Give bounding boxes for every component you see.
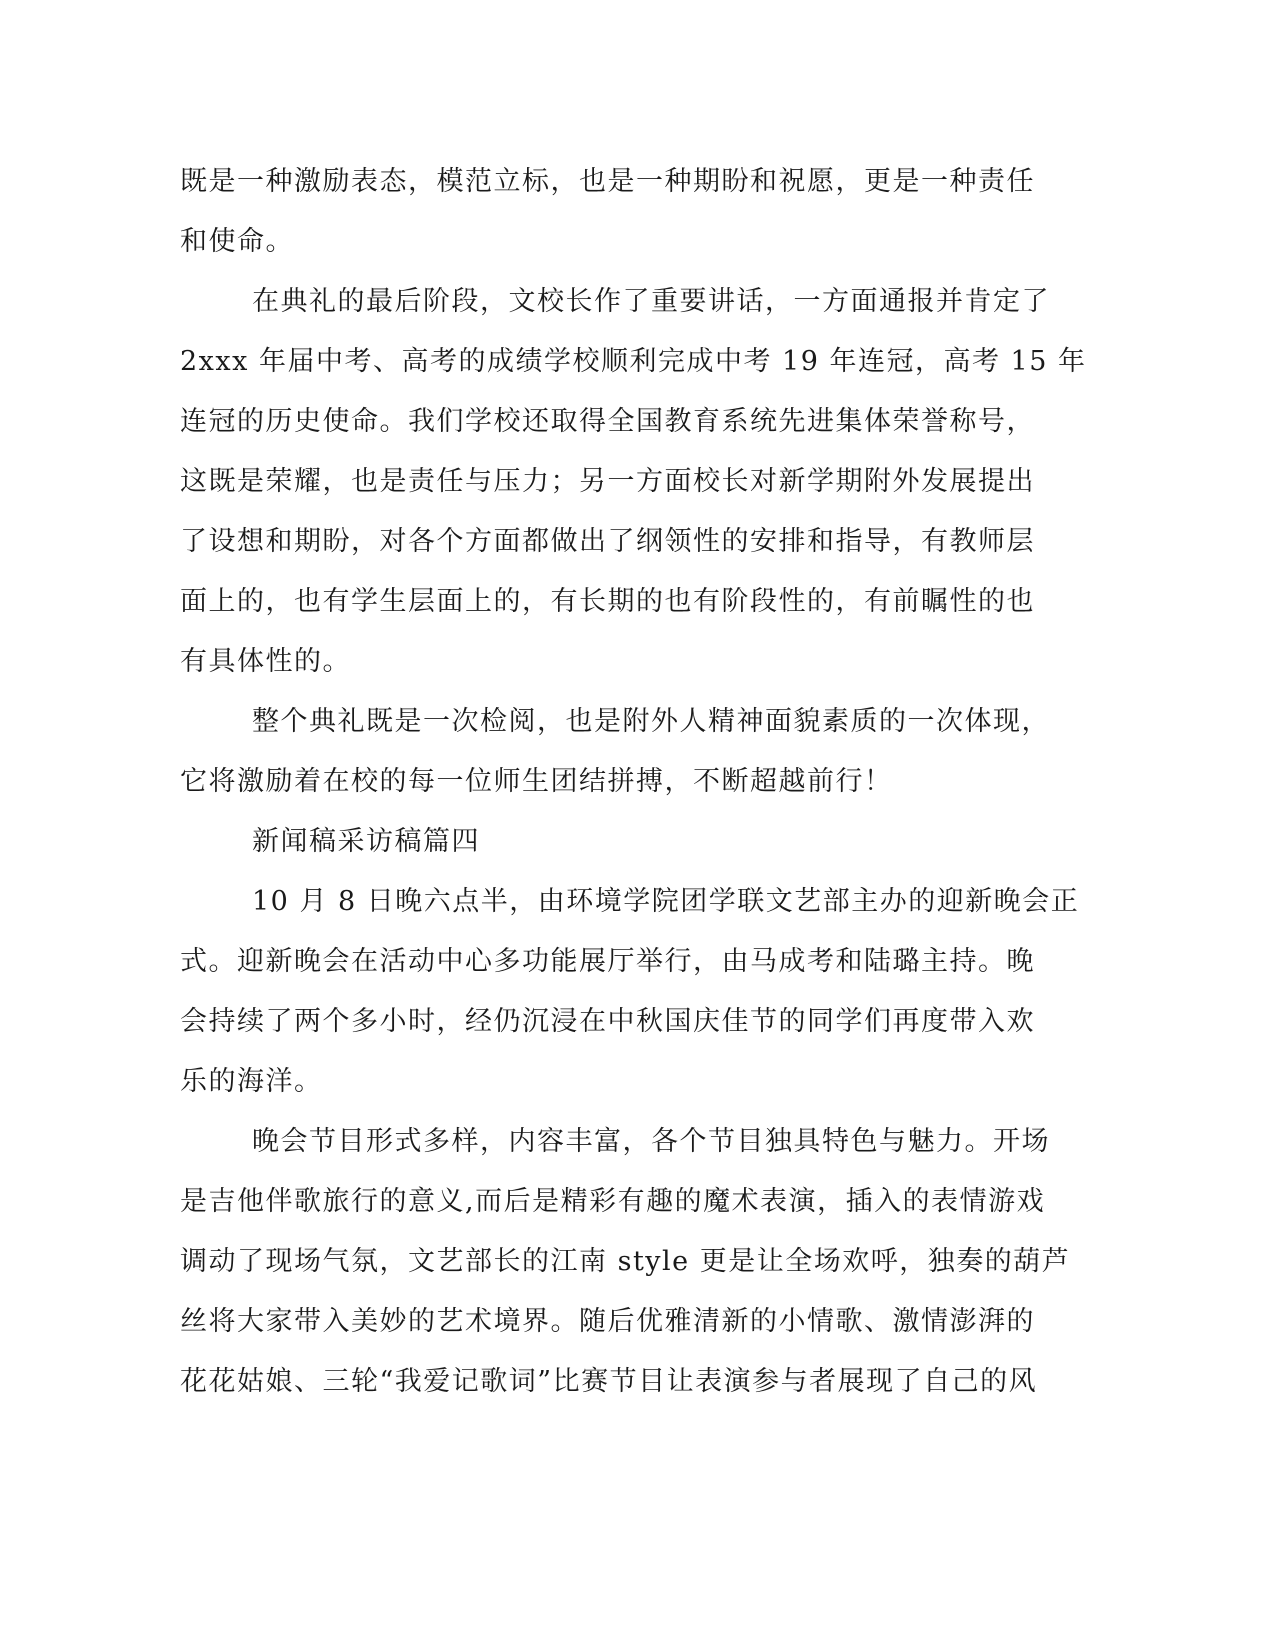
text-line: 调动了现场气氛，文艺部长的江南 style 更是让全场欢呼，独奏的葫芦 bbox=[180, 1246, 1071, 1277]
text-line: 和使命。 bbox=[180, 226, 294, 257]
paragraph-start-line: 10 月 8 日晚六点半，由环境学院团学联文艺部主办的迎新晚会正 bbox=[252, 886, 1080, 917]
text-line: 是吉他伴歌旅行的意义,而后是精彩有趣的魔术表演，插入的表情游戏 bbox=[180, 1186, 1046, 1217]
section-heading: 新闻稿采访稿篇四 bbox=[252, 826, 480, 857]
paragraph-start-line: 晚会节目形式多样，内容丰富，各个节目独具特色与魅力。开场 bbox=[252, 1126, 1050, 1157]
text-line: 了设想和期盼，对各个方面都做出了纲领性的安排和指导，有教师层 bbox=[180, 526, 1035, 557]
text-line: 式。迎新晚会在活动中心多功能展厅举行，由马成考和陆璐主持。晚 bbox=[180, 946, 1035, 977]
paragraph-start-line: 整个典礼既是一次检阅，也是附外人精神面貌素质的一次体现， bbox=[252, 706, 1050, 737]
text-line: 2xxx 年届中考、高考的成绩学校顺利完成中考 19 年连冠，高考 15 年 bbox=[180, 346, 1087, 377]
text-line: 这既是荣耀，也是责任与压力；另一方面校长对新学期附外发展提出 bbox=[180, 466, 1035, 497]
text-line: 它将激励着在校的每一位师生团结拼搏，不断超越前行！ bbox=[180, 766, 893, 797]
text-line: 既是一种激励表态，模范立标，也是一种期盼和祝愿，更是一种责任 bbox=[180, 166, 1035, 197]
text-line: 会持续了两个多小时，经仍沉浸在中秋国庆佳节的同学们再度带入欢 bbox=[180, 1006, 1035, 1037]
text-line: 花花姑娘、三轮“我爱记歌词”比赛节目让表演参与者展现了自己的风 bbox=[180, 1366, 1038, 1397]
text-line: 连冠的历史使命。我们学校还取得全国教育系统先进集体荣誉称号， bbox=[180, 406, 1035, 437]
body-text bbox=[180, 152, 1087, 1412]
paragraph-start-line: 在典礼的最后阶段，文校长作了重要讲话，一方面通报并肯定了 bbox=[252, 286, 1050, 317]
text-line: 面上的，也有学生层面上的，有长期的也有阶段性的，有前瞩性的也 bbox=[180, 586, 1035, 617]
text-line: 乐的海洋。 bbox=[180, 1066, 323, 1097]
text-line: 有具体性的。 bbox=[180, 646, 351, 677]
text-line: 丝将大家带入美妙的艺术境界。随后优雅清新的小情歌、激情澎湃的 bbox=[180, 1306, 1035, 1337]
